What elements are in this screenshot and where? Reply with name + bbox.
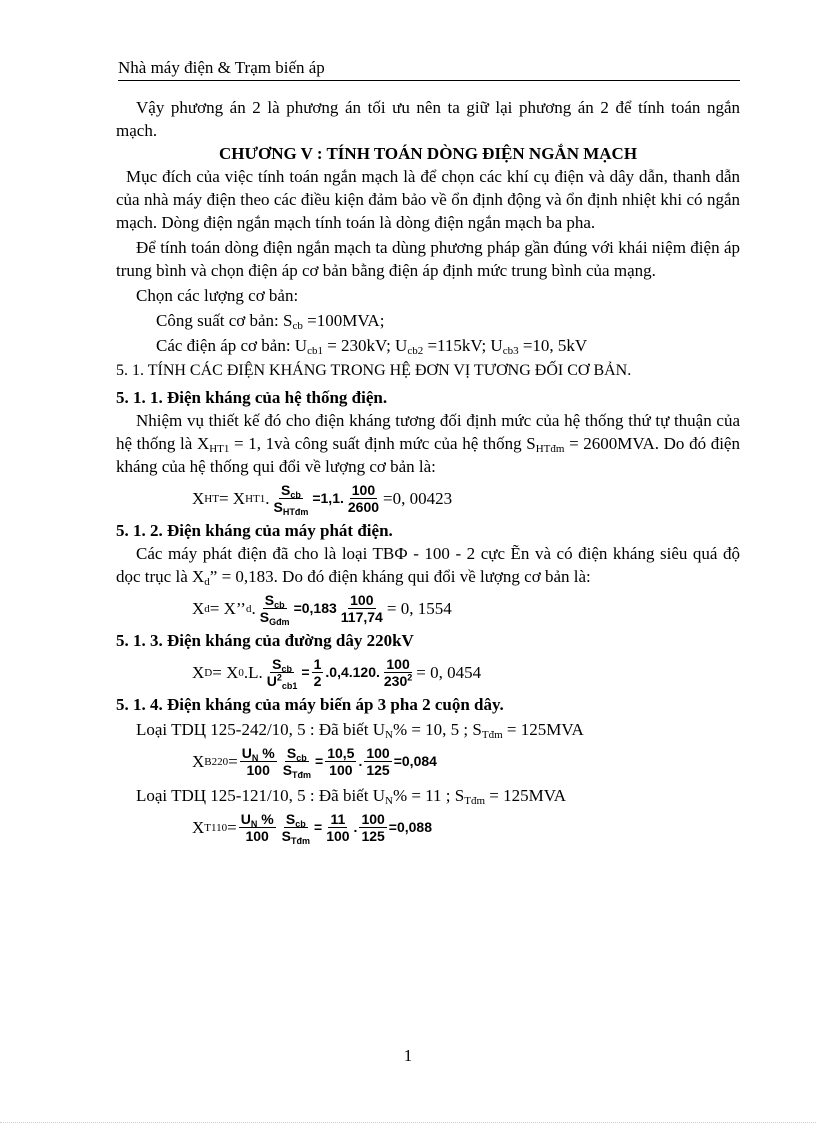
fraction-un-100: $\frac{U_N \%}{100}$: [241, 745, 275, 778]
fraction-scb-stdm: $\frac{S_{cb}}{S_{Tđm}}$: [281, 811, 310, 846]
fraction-1-2: $\frac{1}{2}$: [313, 656, 322, 689]
fraction-100-125: $\frac{100}{125}$: [361, 811, 385, 844]
fraction-un-100: $\frac{U_N \%}{100}$: [240, 811, 274, 844]
equation-xb220: X B220 = $\frac{U_N \%}{100}$ $\frac{S_{cb}}{S_{Tđm}}$ = $\frac{10,5}{100}$ . $\frac{100}{125}$ =0,084: [192, 745, 437, 780]
page-number: 1: [403, 1046, 413, 1065]
base-power: Công suất cơ bản: $S_{cb} =100MVA$;: [156, 311, 385, 332]
page-body: [116, 96, 740, 848]
chapter-title: CHƯƠNG V : TÍNH TOÁN DÒNG ĐIỆN NGẮN MẠCH: [218, 144, 638, 163]
base-heading: Chọn các lượng cơ bản:: [136, 286, 299, 305]
fraction-scb-sgdm: $\frac{S_{cb}}{S_{Gđm}}$: [259, 592, 290, 627]
equation-xht: X HT = X HT1 . $\frac{S_{cb}}{S_{HTđm}}$ =1,1. $\frac{100}{2600}$ =0, 00423: [192, 482, 453, 517]
running-header: [118, 58, 740, 81]
section-5-1-2-heading: 5. 1. 2. Điện kháng của máy phát điện.: [116, 521, 393, 540]
section-5-1-4-heading: 5. 1. 4. Điện kháng của máy biến áp 3 pha 2 cuộn dây.: [116, 695, 504, 714]
fraction-scb-ucb1: $\frac{S_{cb}}{U^2_{cb1}}$: [266, 656, 298, 691]
paragraph-purpose: Mục đích của việc tính toán ngắn mạch là để chọn các khí cụ điện và dây dẫn, thanh dẫn của nhà máy điện theo các điều kiện đảm bảo về ổn định động và ổn định nhiệt khi có ngắn mạch. Dòng điện ngắn mạch tính toán là dòng điện ngắn mạch ba pha.: [116, 167, 740, 232]
section-5-1-1-heading: 5. 1. 1. Điện kháng của hệ thống điện.: [116, 388, 388, 407]
transformer-1-spec: Loại TDЦ 125-242/10, 5 : Đã biết $U_N\% = 10$, 5 ; $S_{Tđm} = 125MVA$: [136, 720, 584, 741]
fraction-11-100: $\frac{11}{100}$: [326, 811, 350, 844]
equation-xt110: X T110 = $\frac{U_N \%}{100}$ $\frac{S_{cb}}{S_{Tđm}}$ = $\frac{11}{100}$ . $\frac{100}{125}$ =0,088: [192, 811, 433, 846]
fraction-100-125: $\frac{100}{125}$: [366, 745, 390, 778]
equation-xd: X d = X’’ d . $\frac{S_{cb}}{S_{Gđm}}$ =0,183 $\frac{100}{117,74}$ = 0, 1554: [192, 592, 452, 627]
base-voltages: Các điện áp cơ bản: $U_{cb1} = 230kV$; $U_{cb2} =115kV$; $U_{cb3} =10$, 5kV: [156, 336, 588, 357]
transformer-2-spec: Loại TDЦ 125-121/10, 5 : Đã biết $U_N\% = 11$ ; $S_{Tđm} = 125MVA$: [136, 786, 567, 807]
header-title: Nhà máy điện & Trạm biến áp: [118, 58, 325, 77]
section-5-1-1-text: Nhiệm vụ thiết kế đó cho điện kháng tương đối định mức của hệ thống thứ tự thuận của hệ thống là $X_{HT1} = 1$, 1và công suất định mức của hệ thống $S_{HTđm} = 2600MVA$. Do đó điện kháng của hệ thống qui đổi về lượng cơ bản là:: [116, 411, 740, 476]
fraction-100-230sq: $\frac{100}{230^2}$: [383, 656, 413, 689]
fraction-100-2600: $\frac{100}{2600}$: [347, 482, 380, 515]
fraction-scb-stdm: $\frac{S_{cb}}{S_{Tđm}}$: [282, 745, 312, 780]
equation-xD: X D = X 0 .L. $\frac{S_{cb}}{U^2_{cb1}}$ = $\frac{1}{2}$ .0,4.120. $\frac{100}{230^2}$ = 0, 0454: [192, 656, 482, 691]
paragraph-method: Để tính toán dòng điện ngắn mạch ta dùng phương pháp gần đúng với khái niệm điện áp trung bình và chọn điện áp cơ bản bằng điện áp định mức trung bình của mạng.: [116, 238, 740, 280]
section-5-1-2-text: Các máy phát điện đã cho là loại TBФ - 100 - 2 cực Ẽn và có điện kháng siêu quá độ dọc trục là $X_d$” = 0,183. Do đó điện kháng qui đổi về lượng cơ bản là:: [116, 544, 740, 588]
fraction-scb-shtdm: $\frac{S_{cb}}{S_{HTđm}}$: [273, 482, 309, 517]
fraction-100-117-74: $\frac{100}{117,74}$: [340, 592, 383, 625]
section-5-1-heading: 5. 1. TÍNH CÁC ĐIỆN KHÁNG TRONG HỆ ĐƠN VỊ TƯƠNG ĐỐI CƠ BẢN.: [116, 362, 632, 379]
section-5-1-3-heading: 5. 1. 3. Điện kháng của đường dây 220kV: [116, 631, 414, 650]
intro-paragraph: Vậy phương án 2 là phương án tối ưu nên ta giữ lại phương án 2 để tính toán ngắn mạch.: [116, 98, 740, 140]
fraction-10-5-100: $\frac{10,5}{100}$: [327, 745, 355, 778]
